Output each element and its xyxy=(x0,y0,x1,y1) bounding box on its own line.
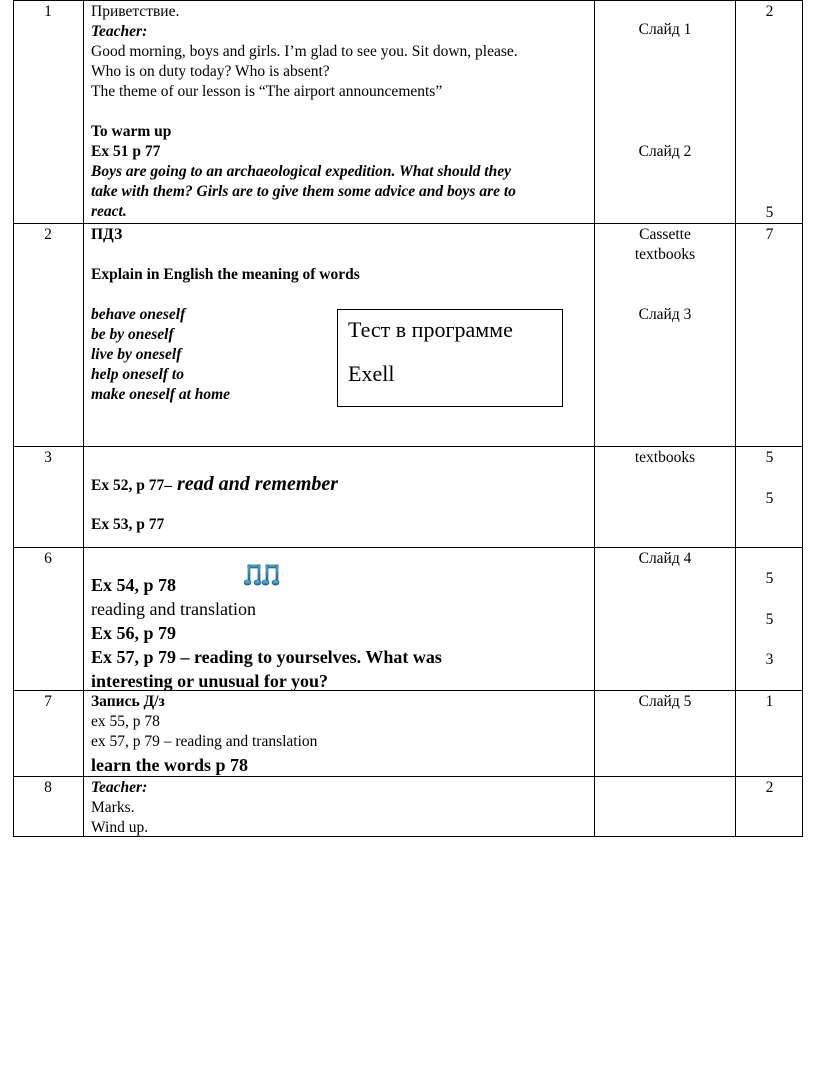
slide-label: Слайд 1 xyxy=(638,21,692,38)
instruction-text: Explain in English the meaning of words xyxy=(91,266,360,283)
phrase-list xyxy=(91,305,230,405)
slide-label: Слайд 3 xyxy=(638,306,692,323)
list-item: help oneself to xyxy=(91,366,184,383)
teacher-speech xyxy=(91,42,518,102)
row-number: 6 xyxy=(44,550,52,567)
textbox-line: Тест в программе xyxy=(348,317,513,342)
text-line: ex 55, p 78 xyxy=(91,713,160,730)
time-mark: 7 xyxy=(765,226,774,243)
text-line: ex 57, p 79 – reading and translation xyxy=(91,733,318,750)
warm-up-heading: To warm up xyxy=(91,123,172,140)
time-mark: 2 xyxy=(765,779,774,796)
exercise-ref: Ex 52, p 77– xyxy=(91,477,172,494)
text-line: Good morning, boys and girls. I’m glad to see you. Sit down, please. xyxy=(91,43,518,60)
text-line: Marks. xyxy=(91,799,135,816)
row-number: 8 xyxy=(44,779,52,796)
grid-line xyxy=(83,0,84,836)
section-title: Запись Д/з xyxy=(91,693,165,710)
section-title: ПДЗ xyxy=(91,226,123,243)
exercise-ref: Ex 56, p 79 xyxy=(91,623,177,643)
text-line: Boys are going to an archaeological expedition. What should they xyxy=(91,163,511,180)
grid-line xyxy=(13,446,803,447)
grid-line xyxy=(13,223,803,224)
exercise-ref: Ex 54, p 78 xyxy=(91,575,177,595)
grid-line xyxy=(13,547,803,548)
row-number: 2 xyxy=(44,226,52,243)
textbox-line: Exell xyxy=(348,361,395,386)
time-mark: 5 xyxy=(765,490,774,507)
teacher-label: Teacher: xyxy=(91,779,148,796)
exercise-ref: Ex 53, p 77 xyxy=(91,516,165,533)
text-line: The theme of our lesson is “The airport announcements” xyxy=(91,83,443,100)
time-mark: 5 xyxy=(765,204,774,221)
list-item: be by oneself xyxy=(91,326,174,343)
time-mark: 1 xyxy=(765,693,774,710)
exercise-ref: Ex 51 p 77 xyxy=(91,143,161,160)
slide-label: Слайд 4 xyxy=(638,550,692,567)
homework-bold-line: learn the words p 78 xyxy=(91,755,248,775)
text-line: take with them? Girls are to give them some advice and boys are to xyxy=(91,183,516,200)
time-mark: 5 xyxy=(765,449,774,466)
resource-label: textbooks xyxy=(634,449,696,466)
text-line: Who is on duty today? Who is absent? xyxy=(91,63,330,80)
exercise-list xyxy=(91,573,442,693)
slide-label: Слайд 5 xyxy=(638,693,692,710)
homework-list xyxy=(91,712,317,752)
closing-list xyxy=(91,798,148,838)
teacher-label: Teacher: xyxy=(91,23,148,40)
task-description xyxy=(91,162,516,222)
time-mark: 5 xyxy=(765,570,774,587)
exercise-ref: Ex 57, p 79 – reading to yourselves. What was xyxy=(91,647,442,667)
resource-label: Cassette xyxy=(639,226,691,243)
row-number: 1 xyxy=(44,3,52,20)
list-item: make oneself at home xyxy=(91,386,231,403)
slide-label: Слайд 2 xyxy=(638,143,692,160)
text-line: interesting or unusual for you? xyxy=(91,671,329,691)
text-line: react. xyxy=(91,203,127,220)
greeting-heading: Приветствие. xyxy=(91,3,180,20)
row-number: 7 xyxy=(44,693,52,710)
exercise-line xyxy=(91,474,338,496)
row-number: 3 xyxy=(44,449,52,466)
time-mark: 5 xyxy=(765,611,774,628)
time-mark: 2 xyxy=(765,3,774,20)
time-mark: 3 xyxy=(765,651,774,668)
text-line: Wind up. xyxy=(91,819,149,836)
exercise-task: read and remember xyxy=(171,473,339,495)
grid-line xyxy=(13,0,803,1)
program-test-textbox xyxy=(337,309,563,407)
list-item: behave oneself xyxy=(91,306,186,323)
resource-label: textbooks xyxy=(634,246,696,263)
text-line: reading and translation xyxy=(91,599,256,619)
list-item: live by oneself xyxy=(91,346,182,363)
